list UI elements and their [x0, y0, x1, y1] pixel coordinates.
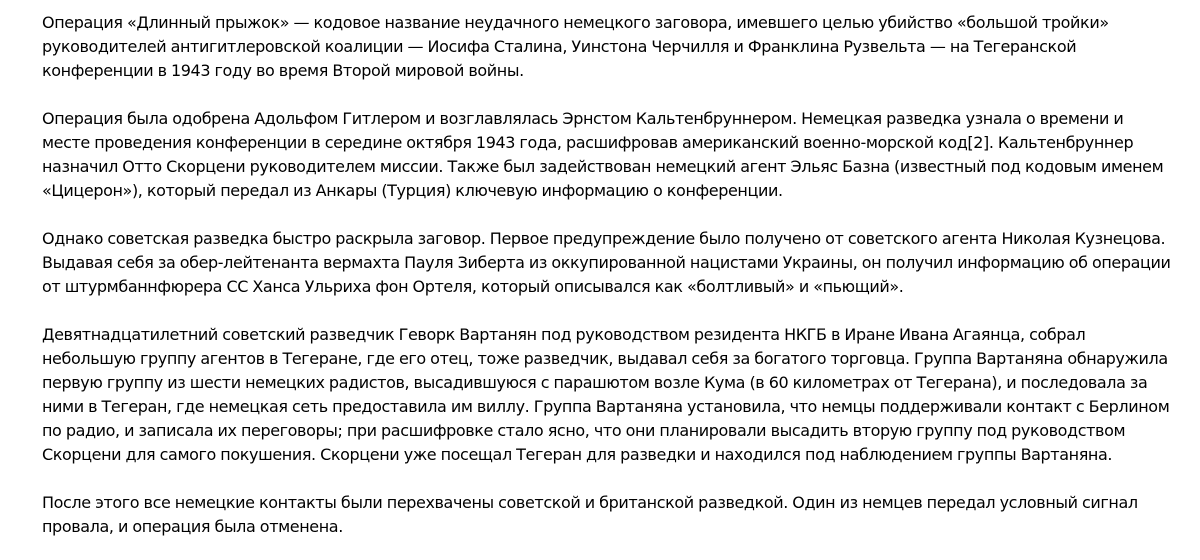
- paragraph-intro: Операция «Длинный прыжок» — кодовое название неудачного немецкого заговора, имевшего целью убийство «большой тройки» руководителей антигитлеровской коалиции — Иосифа Сталина, Уинстона Черчилля и Франклина Рузвельта — на Тегеранской конференции в 1943 году во время Второй мировой войны.: [42, 13, 1109, 80]
- article-body: [42, 11, 1172, 539]
- paragraph-approval: Операция была одобрена Адольфом Гитлером и возглавлялась Эрнстом Кальтенбруннером. Немецкая разведка узнала о времени и месте проведения конференции в середине октября 1943 года, расшифровав американский военно-морской код[2]. Кальтенбруннер назначил Отто Скорцени руководителем миссии. Также был задействован немецкий агент Эльяс Базна (известный под кодовым именем «Цицерон»), который передал из Анкары (Турция) ключевую информацию о конференции.: [42, 109, 1164, 200]
- paragraph-soviet-intelligence: Однако советская разведка быстро раскрыла заговор. Первое предупреждение было получено от советского агента Николая Кузнецова. Выдавая себя за обер-лейтенанта вермахта Пауля Зиберта из оккупированной нацистами Украины, он получил информацию об операции от штурмбаннфюрера СС Ханса Ульриха фон Ортеля, который описывался как «болтливый» и «пьющий».: [42, 229, 1171, 296]
- paragraph-cancellation: После этого все немецкие контакты были перехвачены советской и британской разведкой. Один из немцев передал условный сигнал провала, и операция была отменена.: [42, 493, 1138, 536]
- paragraph-vartanyan-group: Девятнадцатилетний советский разведчик Геворк Вартанян под руководством резидента НКГБ в Иране Ивана Агаянца, собрал небольшую группу агентов в Тегеране, где его отец, тоже разведчик, выдавал себя за богатого торговца. Группа Вартаняна обнаружила первую группу из шести немецких радистов, высадившуюся с парашютом возле Кума (в 60 километрах от Тегерана), и последовала за ними в Тегеран, где немецкая сеть предоставила им виллу. Группа Вартаняна установила, что немцы поддерживали контакт с Берлином по радио, и записала их переговоры; при расшифровке стало ясно, что они планировали высадить вторую группу под руководством Скорцени для самого покушения. Скорцени уже посещал Тегеран для разведки и находился под наблюдением группы Вартаняна.: [42, 325, 1170, 464]
